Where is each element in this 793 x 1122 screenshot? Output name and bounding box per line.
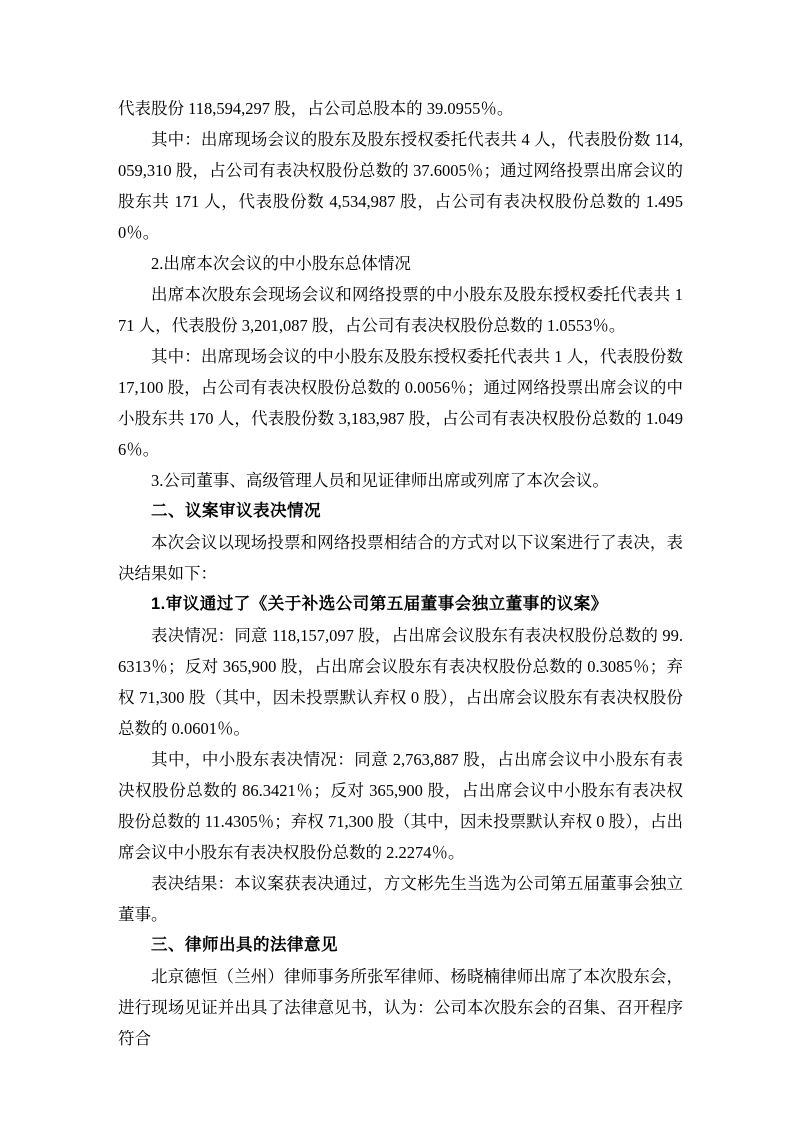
subheading-minority-shareholder-attendance: 2.出席本次会议的中小股东总体情况 xyxy=(151,254,411,273)
paragraph-law-firm-opinion: 北京德恒（兰州）律师事务所张军律师、杨晓楠律师出席了本次股东会，进行现场见证并出具了法律意见书，认为：公司本次股东会的召集、召开程序符合 xyxy=(118,967,683,1048)
paragraph-voting-result-minority-shareholders: 其中，中小股东表决情况：同意 2,763,887 股，占出席会议中小股东有表决权股份总数的 86.3421％；反对 365,900 股，占出席会议中小股东有表决权股份总数的 11.4305％；弃权 71,300 股（其中，因未投票默认弃权 0 股），占出席会议中小股东有表决权股份总数的 2.2274％。 xyxy=(118,750,683,862)
paragraph-minority-shareholder-totals: 出席本次股东会现场会议和网络投票的中小股东及股东授权委托代表共 171 人，代表股份 3,201,087 股，占公司有表决权股份总数的 1.0553％。 xyxy=(118,285,683,335)
paragraph-voting-method: 本次会议以现场投票和网络投票相结合的方式对以下议案进行了表决，表决结果如下： xyxy=(118,533,683,583)
section-heading-voting-results: 二、议案审议表决情况 xyxy=(151,502,321,520)
paragraph-total-shares-continuation: 代表股份 118,594,297 股，占公司总股本的 39.0955％。 xyxy=(118,99,514,118)
paragraph-onsite-and-online-shareholder-breakdown: 其中：出席现场会议的股东及股东授权委托代表共 4 人，代表股份数 114,059,310 股，占公司有表决权股份总数的 37.6005％；通过网络投票出席会议的股东共 171 人，代表股份数 4,534,987 股，占公司有表决权股份总数的 1.4950％。 xyxy=(118,130,683,242)
subheading-proposal-1-approved: 1.审议通过了《关于补选公司第五届董事会独立董事的议案》 xyxy=(151,595,608,613)
paragraph-directors-and-lawyers-attendance: 3.公司董事、高级管理人员和见证律师出席或列席了本次会议。 xyxy=(151,471,609,490)
paragraph-minority-shareholder-breakdown: 其中：出席现场会议的中小股东及股东授权委托代表共 1 人，代表股份数 17,100 股，占公司有表决权股份总数的 0.0056％；通过网络投票出席会议的中小股东共 170 人，代表股份数 3,183,987 股，占公司有表决权股份总数的 1.0496％。 xyxy=(118,347,683,459)
section-heading-legal-opinion: 三、律师出具的法律意见 xyxy=(151,936,338,954)
paragraph-voting-result-all-shareholders: 表决情况：同意 118,157,097 股，占出席会议股东有表决权股份总数的 99.6313％；反对 365,900 股，占出席会议股东有表决权股份总数的 0.3085％；弃权 71,300 股（其中，因未投票默认弃权 0 股），占出席会议股东有表决权股份总数的 0.0601％。 xyxy=(118,626,683,738)
paragraph-voting-conclusion: 表决结果：本议案获表决通过，方文彬先生当选为公司第五届董事会独立董事。 xyxy=(118,874,683,924)
